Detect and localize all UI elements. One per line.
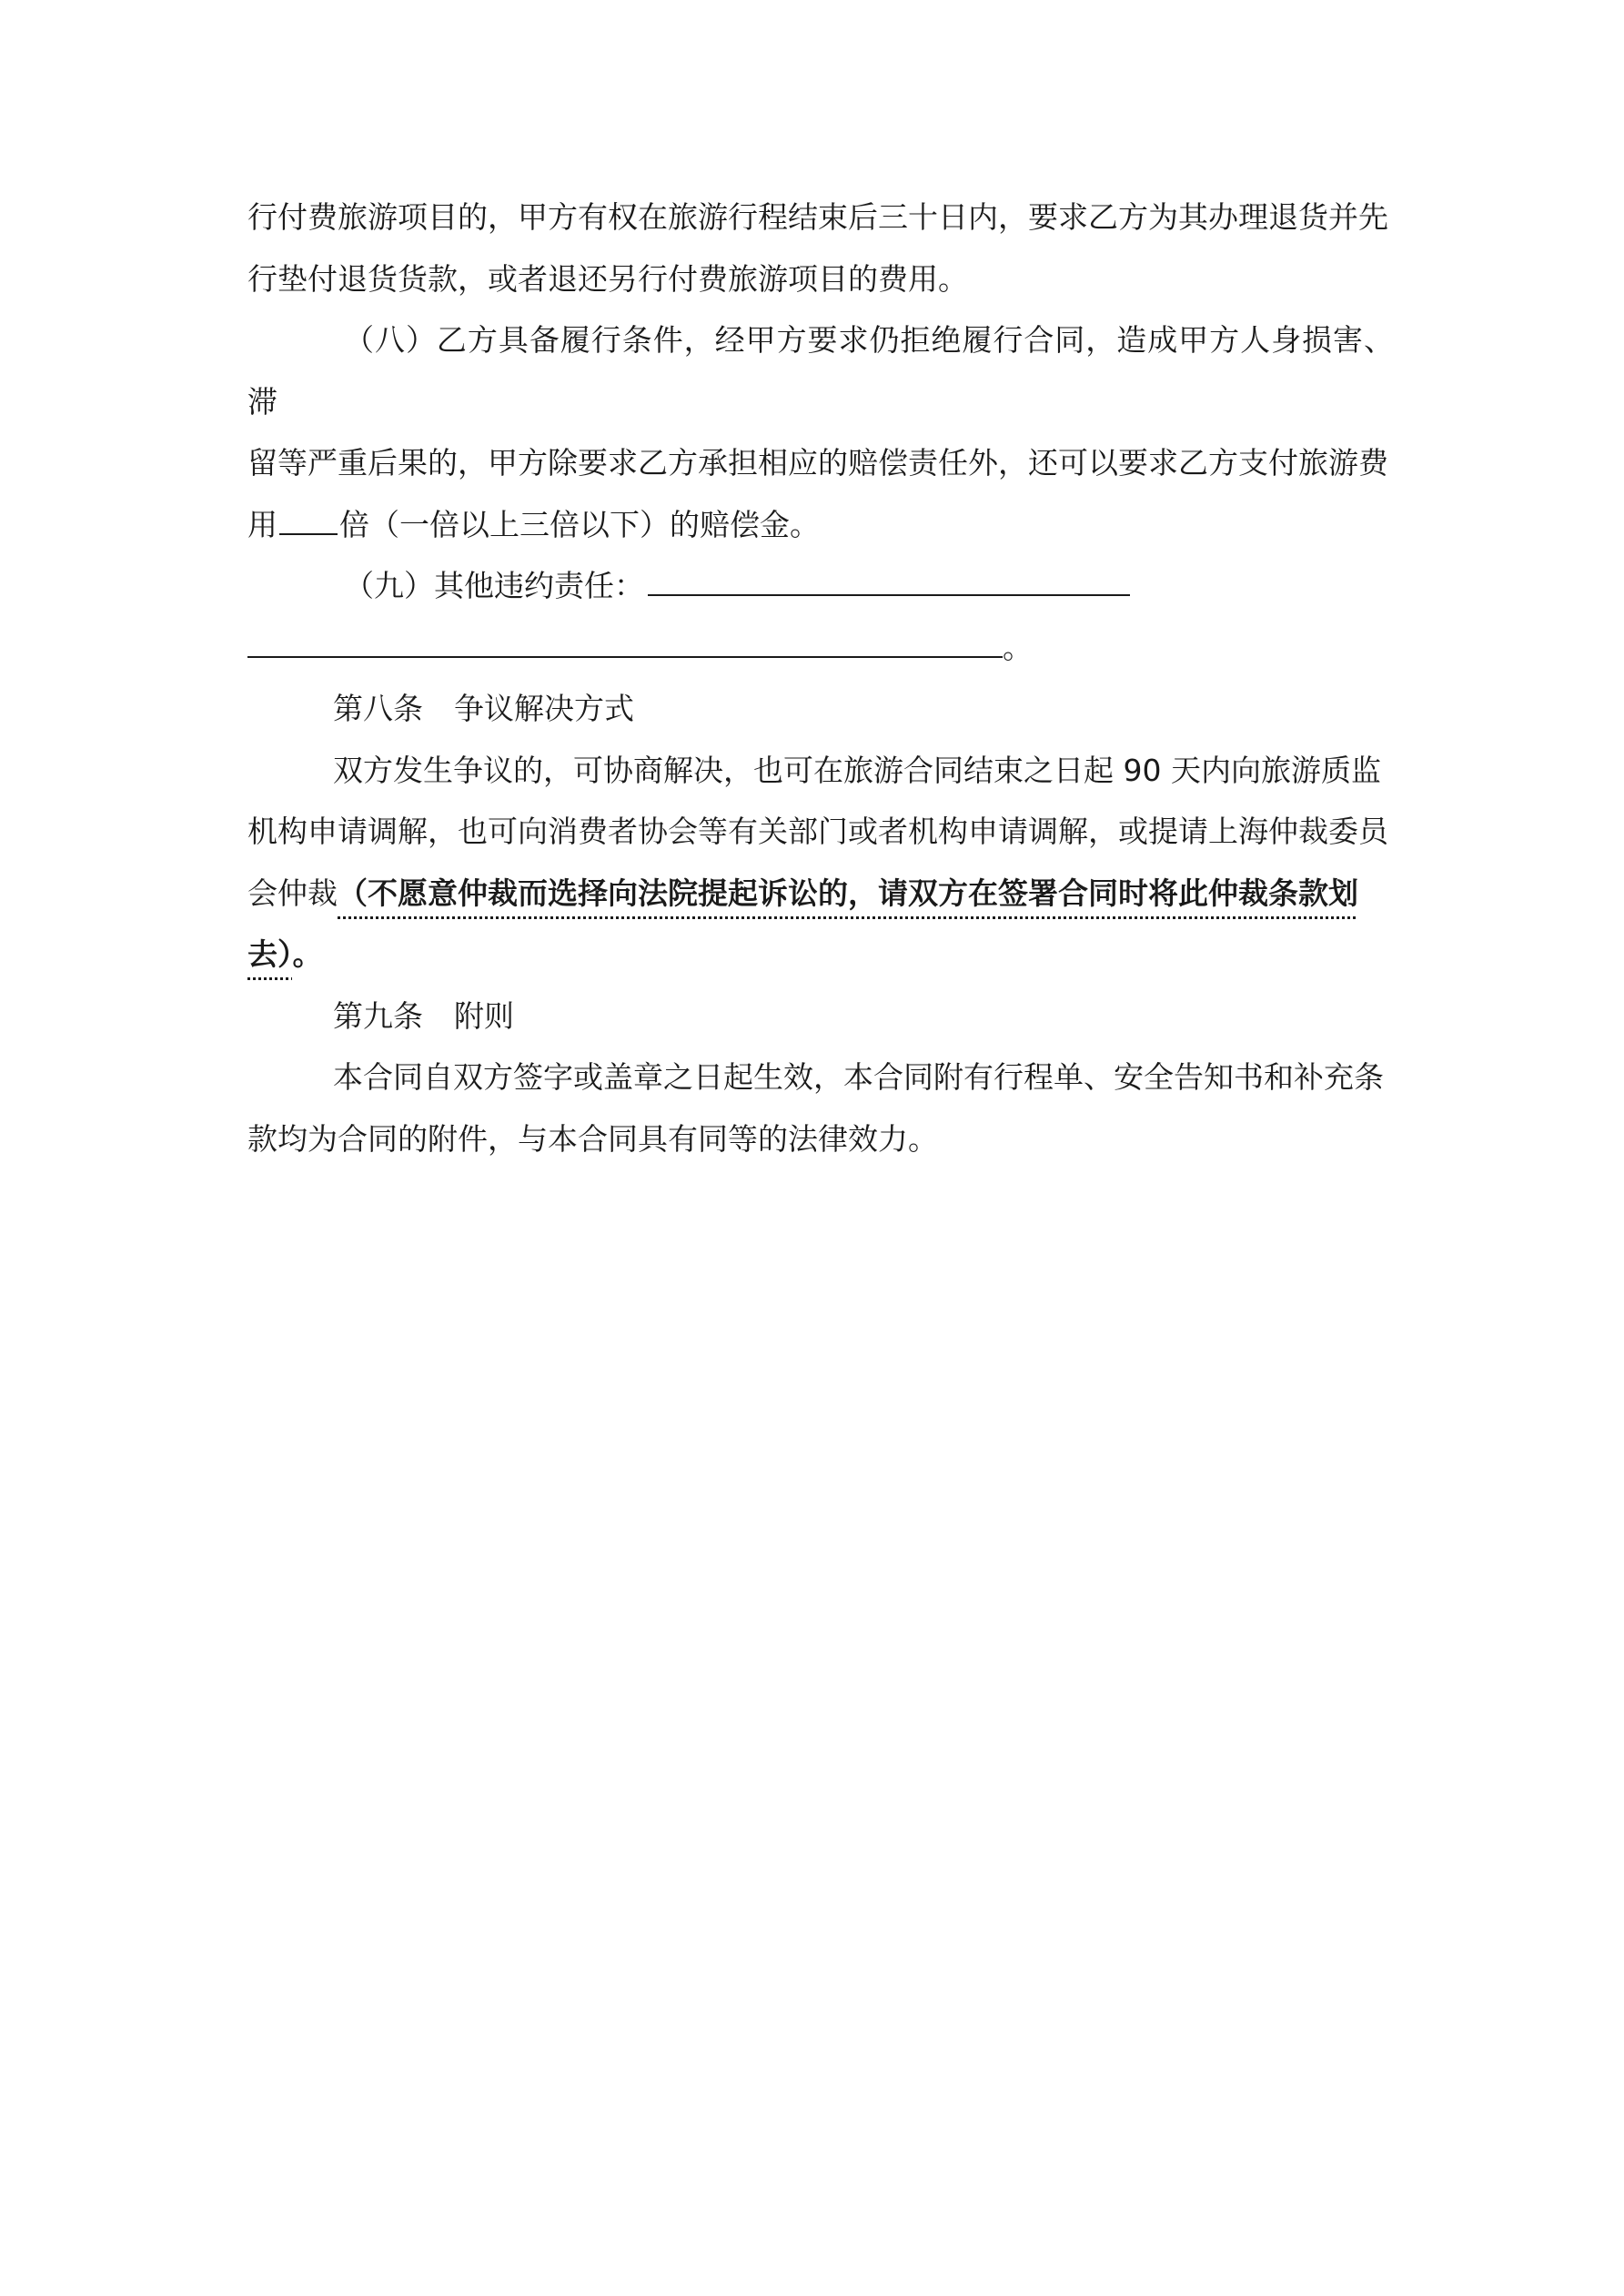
other-liability-label: （九）其他违约责任： bbox=[344, 568, 644, 603]
article-number: 第九条 bbox=[333, 997, 423, 1034]
text-fragment: 用 bbox=[247, 506, 277, 542]
article-9-heading bbox=[247, 986, 1394, 1047]
document-page bbox=[247, 187, 1394, 1169]
text-fragment: 。 bbox=[1003, 629, 1033, 665]
text-line bbox=[247, 924, 1394, 986]
other-liability-blank[interactable] bbox=[648, 567, 1130, 596]
text-line-with-blank bbox=[247, 494, 1394, 556]
text-fragment: 会仲裁 bbox=[247, 875, 338, 911]
paragraph-clause-8 bbox=[247, 309, 1394, 555]
paragraph-refund bbox=[247, 187, 1394, 309]
text-line: 机构申请调解，也可向消费者协会等有关部门或者机构申请调解，或提请上海仲裁委员 bbox=[247, 814, 1388, 849]
text-line: 双方发生争议的，可协商解决，也可在旅游合同结束之日起 90 天内向旅游质监 bbox=[333, 752, 1381, 788]
text-line-with-blank bbox=[247, 617, 1394, 679]
article-title: 争议解决方式 bbox=[454, 691, 634, 726]
text-line: 行付费旅游项目的，甲方有权在旅游行程结束后三十日内，要求乙方为其办理退货并先 bbox=[247, 199, 1388, 235]
text-line: 本合同自双方签字或盖章之日起生效，本合同附有行程单、安全告知书和补充条 bbox=[333, 1059, 1384, 1095]
paragraph-clause-9 bbox=[247, 555, 1394, 678]
article-title: 附则 bbox=[454, 997, 514, 1034]
arbitration-note-end: 去） bbox=[247, 936, 293, 972]
paragraph-dispute bbox=[247, 740, 1394, 986]
multiplier-blank[interactable] bbox=[279, 506, 338, 535]
article-number: 第八条 bbox=[333, 691, 423, 726]
text-line: （八）乙方具备履行条件，经甲方要求仍拒绝履行合同，造成甲方人身损害、滞 bbox=[247, 322, 1394, 420]
text-line: 行垫付退货货款，或者退还另行付费旅游项目的费用。 bbox=[247, 260, 968, 297]
text-line: 留等严重后果的，甲方除要求乙方承担相应的赔偿责任外，还可以要求乙方支付旅游费 bbox=[247, 445, 1388, 480]
article-8-heading bbox=[247, 678, 1394, 740]
text-line bbox=[247, 863, 1394, 925]
arbitration-note: （不愿意仲裁而选择向法院提起诉讼的，请双方在签署合同时将此仲裁条款划 bbox=[338, 875, 1358, 911]
text-line-with-blank bbox=[247, 555, 1394, 617]
text-line: 款均为合同的附件，与本合同具有同等的法律效力。 bbox=[247, 1120, 938, 1157]
text-fragment: 倍（一倍以上三倍以下）的赔偿金。 bbox=[339, 506, 820, 542]
text-fragment: 。 bbox=[292, 936, 323, 972]
other-liability-blank-continued[interactable] bbox=[247, 629, 1003, 658]
paragraph-appendix bbox=[247, 1047, 1394, 1169]
